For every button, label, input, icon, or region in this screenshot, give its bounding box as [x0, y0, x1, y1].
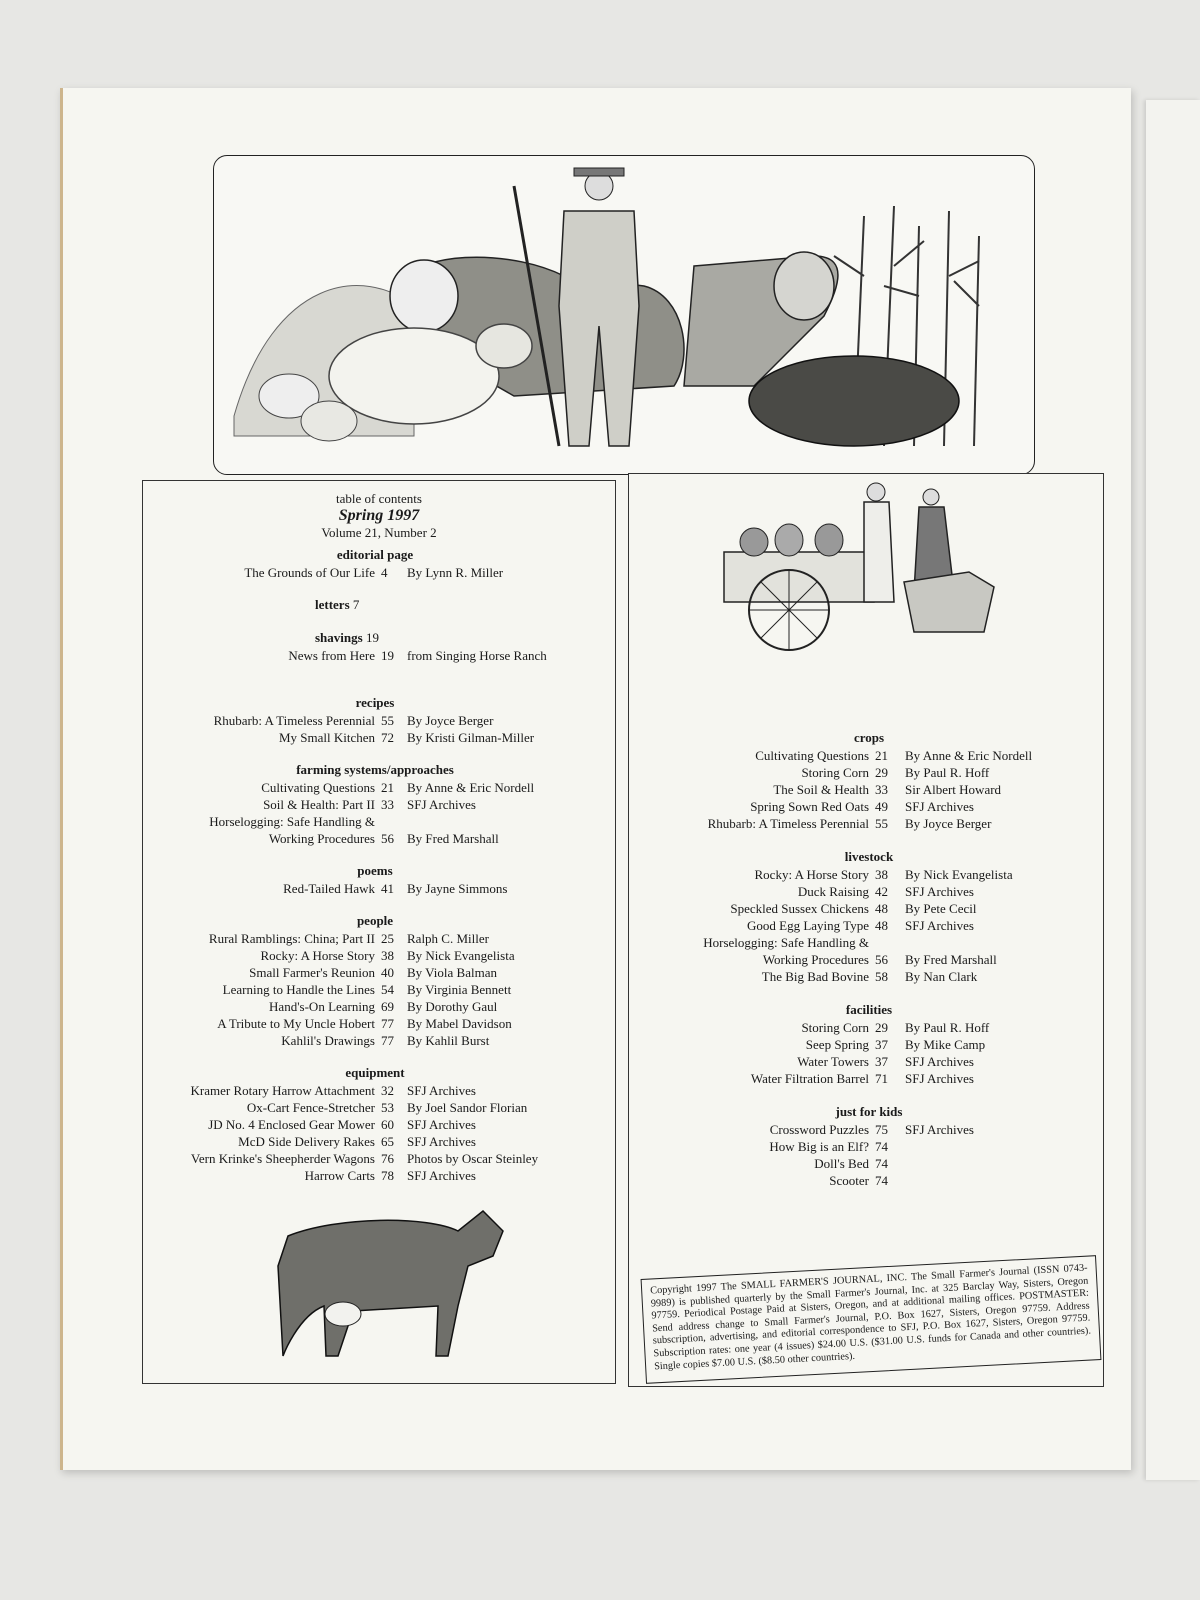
adjacent-page-edge [1146, 100, 1200, 1480]
entry-title: Crossword Puzzles [769, 1122, 869, 1137]
entry-author: SFJ Archives [905, 1122, 974, 1137]
toc-entry [143, 981, 615, 998]
entry-title: Cultivating Questions [261, 780, 375, 795]
toc-entry [629, 764, 1103, 781]
toc-entry [629, 1138, 1103, 1155]
entry-title: Spring Sown Red Oats [750, 799, 869, 814]
entry-title: Working Procedures [762, 952, 869, 967]
section-heading-text: just for kids [835, 1104, 903, 1119]
entry-title: My Small Kitchen [278, 730, 375, 745]
entry-author: By Viola Balman [407, 965, 497, 980]
entry-author: By Fred Marshall [905, 952, 997, 967]
section-heading-text: people [356, 913, 394, 928]
entry-author: By Nan Clark [905, 969, 978, 984]
entry-author: By Nick Evangelista [905, 867, 1013, 882]
section-heading [275, 913, 475, 929]
entry-title: Duck Raising [797, 884, 869, 899]
section-heading-text: equipment [345, 1065, 405, 1080]
section-heading-text: letters [315, 597, 350, 612]
entry-author: By Joyce Berger [407, 713, 494, 728]
entry-title: JD No. 4 Enclosed Gear Mower [208, 1117, 375, 1132]
entry-author: SFJ Archives [407, 1117, 476, 1132]
entry-title: Horselogging: Safe Handling & [703, 935, 869, 950]
entry-title: Water Towers [797, 1054, 869, 1069]
entry-author: By Mabel Davidson [407, 1016, 512, 1031]
toc-entry [143, 1015, 615, 1032]
table-of-contents-right [628, 473, 1104, 1387]
entry-author: By Paul R. Hoff [905, 765, 990, 780]
farm-animals-illustration [213, 155, 1035, 475]
toc-entry [143, 880, 615, 897]
entry-title: The Grounds of Our Life [244, 565, 375, 580]
toc-label: table of contents [336, 491, 422, 506]
section-heading [315, 630, 435, 646]
toc-entry [629, 1070, 1103, 1087]
entry-author: By Anne & Eric Nordell [407, 780, 535, 795]
toc-entry [143, 930, 615, 947]
entry-page: 56 [381, 831, 394, 846]
entry-page: 75 [875, 1122, 888, 1137]
copyright-text: Copyright 1997 The SMALL FARMER'S JOURNAL, INC. The Small Farmer's Journal (ISSN 0743-9989) is published quarterly by the Small Farmer's Journal, Inc. at 325 Barclay Way, Sisters, Oregon 97759. Periodical Postage Paid at Sisters, Oregon, and at additional mailing offices. POSTMASTER: Send address change to Small Farmer's Journal, P.O. Box 1627, Sisters, Oregon 97759. Address subscription, advertising, and editorial correspondence to SFJ, P.O. Box 1627, Sisters, Oregon 97759. Subscription rates: one year (4 issues) $24.00 U.S. ($31.00 U.S. funds for Canada and other countries). Single copies $7.00 U.S. ($8.50 other countries). [649, 1262, 1092, 1372]
entry-page: 41 [381, 881, 394, 896]
toc-entry [143, 796, 615, 813]
toc-entry [629, 968, 1103, 985]
entry-page: 21 [875, 748, 888, 763]
toc-entry [629, 1155, 1103, 1172]
entry-title: Scooter [829, 1173, 869, 1188]
volume-number: Volume 21, Number 2 [321, 525, 437, 540]
entry-author: By Joel Sandor Florian [407, 1100, 528, 1115]
entry-title: Learning to Handle the Lines [222, 982, 375, 997]
toc-entry [629, 781, 1103, 798]
entry-author: SFJ Archives [407, 1168, 476, 1183]
toc-entry [629, 1121, 1103, 1138]
entry-title: How Big is an Elf? [769, 1139, 869, 1154]
entry-page: 53 [381, 1100, 394, 1115]
entry-author: SFJ Archives [905, 799, 974, 814]
entry-title: A Tribute to My Uncle Hobert [217, 1016, 375, 1031]
toc-entry [629, 866, 1103, 883]
entry-title: Speckled Sussex Chickens [730, 901, 869, 916]
entry-title: The Big Bad Bovine [761, 969, 869, 984]
section-heading [769, 730, 969, 746]
entry-page: 33 [381, 797, 394, 812]
toc-entry [143, 947, 615, 964]
toc-entry [143, 1150, 615, 1167]
section-page: 19 [362, 630, 379, 645]
toc-entry [629, 1036, 1103, 1053]
entry-page: 55 [381, 713, 394, 728]
cow-illustration [258, 1196, 518, 1366]
section-page: 7 [349, 597, 360, 612]
issue-title: Spring 1997 [338, 507, 420, 524]
entry-author: By Virginia Bennett [407, 982, 512, 997]
entry-title: Doll's Bed [814, 1156, 869, 1171]
entry-page: 58 [875, 969, 888, 984]
entry-title: The Soil & Health [773, 782, 869, 797]
entry-author: By Jayne Simmons [407, 881, 508, 896]
toc-entry [143, 964, 615, 981]
entry-author: By Fred Marshall [407, 831, 499, 846]
entry-title: Working Procedures [268, 831, 375, 846]
entry-author: By Anne & Eric Nordell [905, 748, 1033, 763]
section-heading [769, 849, 969, 865]
section-heading [275, 547, 475, 563]
toc-entry [143, 729, 615, 746]
section-heading-text: livestock [844, 849, 894, 864]
entry-title: Water Filtration Barrel [750, 1071, 869, 1086]
toc-entry [143, 779, 615, 796]
entry-title: Rocky: A Horse Story [260, 948, 375, 963]
section-heading [275, 1065, 475, 1081]
entry-page: 29 [875, 765, 888, 780]
entry-page: 56 [875, 952, 888, 967]
entry-title: Hand's-On Learning [269, 999, 375, 1014]
entry-page: 32 [381, 1083, 394, 1098]
farm-animals-drawing [214, 156, 1034, 474]
section-heading-text: editorial page [336, 547, 414, 562]
entry-title: Storing Corn [801, 765, 869, 780]
toc-entry [629, 883, 1103, 900]
entry-title: Rural Ramblings: China; Part II [208, 931, 375, 946]
toc-entry [629, 934, 1103, 951]
entry-title: Small Farmer's Reunion [249, 965, 375, 980]
entry-page: 65 [381, 1134, 394, 1149]
entry-title: Storing Corn [801, 1020, 869, 1035]
entry-author: By Mike Camp [905, 1037, 986, 1052]
entry-author: Photos by Oscar Steinley [407, 1151, 539, 1166]
entry-page: 25 [381, 931, 394, 946]
entry-title: Vern Krinke's Sheepherder Wagons [190, 1151, 375, 1166]
entry-author: By Nick Evangelista [407, 948, 515, 963]
entry-page: 48 [875, 918, 888, 933]
entry-page: 77 [381, 1033, 394, 1048]
entry-author: SFJ Archives [407, 797, 476, 812]
toc-entry [143, 1032, 615, 1049]
entry-page: 42 [875, 884, 888, 899]
entry-page: 29 [875, 1020, 888, 1035]
entry-author: By Kahlil Burst [407, 1033, 490, 1048]
entry-page: 69 [381, 999, 394, 1014]
section-heading [275, 863, 475, 879]
entry-title: Cultivating Questions [755, 748, 869, 763]
entry-author: SFJ Archives [905, 884, 974, 899]
entry-page: 40 [381, 965, 394, 980]
entry-page: 4 [381, 565, 388, 580]
toc-entry [629, 1053, 1103, 1070]
entry-title: Horselogging: Safe Handling & [209, 814, 375, 829]
toc-header [143, 491, 615, 541]
toc-entry [629, 1019, 1103, 1036]
entry-page: 78 [381, 1168, 394, 1183]
section-heading-text: recipes [355, 695, 395, 710]
entry-author: Sir Albert Howard [905, 782, 1002, 797]
entry-author: By Joyce Berger [905, 816, 992, 831]
toc-entry [143, 1116, 615, 1133]
entry-page: 38 [381, 948, 394, 963]
section-heading-text: crops [853, 730, 885, 745]
toc-entry [629, 900, 1103, 917]
entry-title: Ox-Cart Fence-Stretcher [246, 1100, 375, 1115]
toc-entry [629, 951, 1103, 968]
entry-author: from Singing Horse Ranch [407, 648, 547, 663]
entry-title: McD Side Delivery Rakes [238, 1134, 375, 1149]
entry-page: 76 [381, 1151, 394, 1166]
entry-title: Seep Spring [805, 1037, 869, 1052]
section-heading [275, 695, 475, 711]
toc-entry [143, 1099, 615, 1116]
entry-title: Harrow Carts [304, 1168, 375, 1183]
milk-cart-dog-illustration [714, 482, 1014, 652]
entry-author: By Kristi Gilman-Miller [407, 730, 535, 745]
section-heading-text: poems [357, 863, 393, 878]
entry-title: Red-Tailed Hawk [283, 881, 375, 896]
entry-page: 21 [381, 780, 394, 795]
section-heading-text: farming systems/approaches [296, 762, 454, 777]
entry-title: Good Egg Laying Type [747, 918, 869, 933]
entry-author: SFJ Archives [905, 1071, 974, 1086]
toc-entry [143, 1133, 615, 1150]
toc-entry [143, 998, 615, 1015]
entry-page: 74 [875, 1173, 888, 1188]
entry-author: By Paul R. Hoff [905, 1020, 990, 1035]
section-heading [769, 1002, 969, 1018]
entry-title: Rhubarb: A Timeless Perennial [707, 816, 869, 831]
toc-entry [629, 815, 1103, 832]
entry-page: 37 [875, 1037, 888, 1052]
entry-page: 77 [381, 1016, 394, 1031]
table-of-contents-left [142, 480, 616, 1384]
entry-page: 38 [875, 867, 888, 882]
section-heading-text: shavings [315, 630, 363, 645]
entry-page: 48 [875, 901, 888, 916]
toc-entry [629, 1172, 1103, 1189]
entry-author: SFJ Archives [407, 1134, 476, 1149]
entry-author: SFJ Archives [905, 918, 974, 933]
entry-page: 49 [875, 799, 888, 814]
entry-page: 74 [875, 1156, 888, 1171]
entry-title: Soil & Health: Part II [263, 797, 375, 812]
entry-page: 37 [875, 1054, 888, 1069]
toc-entry [629, 917, 1103, 934]
toc-entry [143, 1082, 615, 1099]
toc-entry [143, 564, 615, 581]
section-heading [315, 597, 435, 613]
entry-page: 71 [875, 1071, 888, 1086]
toc-entry [143, 647, 615, 664]
section-heading [275, 762, 475, 778]
entry-author: By Lynn R. Miller [407, 565, 504, 580]
entry-page: 19 [381, 648, 394, 663]
section-heading [769, 1104, 969, 1120]
toc-entry [143, 830, 615, 847]
entry-author: By Pete Cecil [905, 901, 977, 916]
toc-entry [143, 813, 615, 830]
entry-author: By Dorothy Gaul [407, 999, 498, 1014]
entry-author: SFJ Archives [905, 1054, 974, 1069]
entry-page: 74 [875, 1139, 888, 1154]
entry-author: Ralph C. Miller [407, 931, 489, 946]
entry-page: 55 [875, 816, 888, 831]
entry-title: Kramer Rotary Harrow Attachment [190, 1083, 375, 1098]
toc-entry [629, 798, 1103, 815]
entry-title: News from Here [288, 648, 375, 663]
entry-page: 72 [381, 730, 394, 745]
entry-title: Rhubarb: A Timeless Perennial [213, 713, 375, 728]
entry-page: 33 [875, 782, 888, 797]
entry-page: 54 [381, 982, 394, 997]
toc-entry [143, 1167, 615, 1184]
section-heading-text: facilities [845, 1002, 893, 1017]
entry-title: Rocky: A Horse Story [754, 867, 869, 882]
entry-page: 60 [381, 1117, 394, 1132]
toc-entry [629, 747, 1103, 764]
entry-author: SFJ Archives [407, 1083, 476, 1098]
entry-title: Kahlil's Drawings [281, 1033, 375, 1048]
toc-entry [143, 712, 615, 729]
